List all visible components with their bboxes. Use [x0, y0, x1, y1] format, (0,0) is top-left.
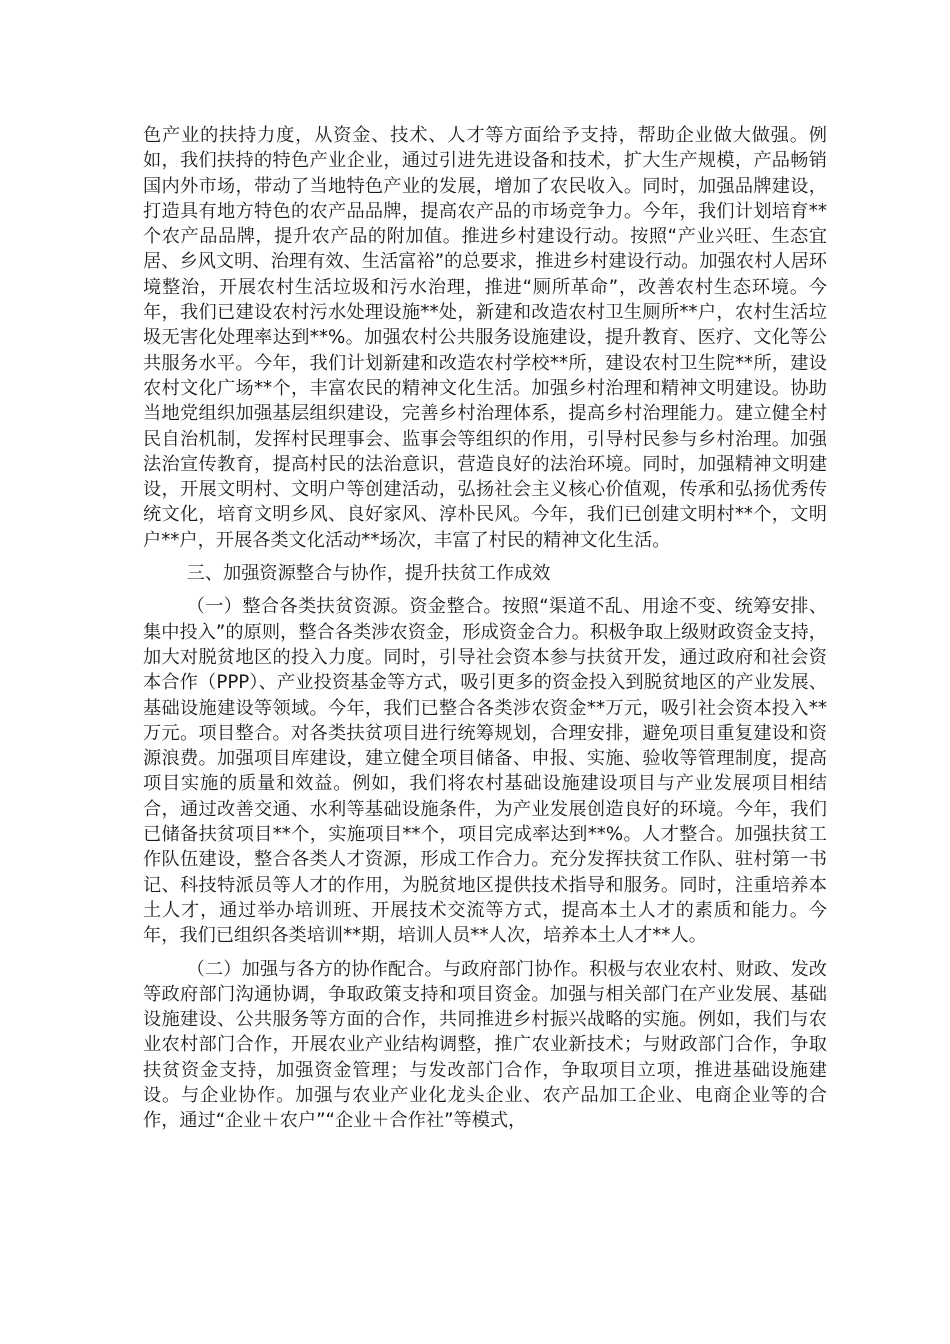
body-paragraph-continuation: 色产业的扶持力度，从资金、技术、人才等方面给予支持，帮助企业做大做强。例如，我们扶持的特色产业企业，通过引进先进设备和技术，扩大生产规模，产品畅销国内外市场，带动了当地特色产业的发展，增加了农民收入。同时，加强品牌建设，打造具有地方特色的农产品品牌，提高农产品的市场竞争力。今年，我们计划培育**个农产品品牌，提升农产品的附加值。推进乡村建设行动。按照“产业兴旺、生态宜居、乡风文明、治理有效、生活富裕”的总要求，推进乡村建设行动。加强农村人居环境整治，开展农村生活垃圾和污水治理，推进“厕所革命”，改善农村生态环境。今年，我们已建设农村污水处理设施**处，新建和改造农村卫生厕所**户，农村生活垃圾无害化处理率达到**%。加强农村公共服务设施建设，提升教育、医疗、文化等公共服务水平。今年，我们计划新建和改造农村学校**所，建设农村卫生院**所，建设农村文化广场**个，丰富农民的精神文化生活。加强乡村治理和精神文明建设。协助当地党组织加强基层组织建设，完善乡村治理体系，提高乡村治理能力。建立健全村民自治机制，发挥村民理事会、监事会等组织的作用，引导村民参与乡村治理。加强法治宣传教育，提高村民的法治意识，营造良好的法治环境。同时，加强精神文明建设，开展文明村、文明户等创建活动，弘扬社会主义核心价值观，传承和弘扬优秀传统文化，培育文明乡风、良好家风、淳朴民风。今年，我们已创建文明村**个，文明户**户，开展各类文化活动**场次，丰富了村民的精神文化生活。: [143, 125, 827, 551]
body-paragraph-collaboration: （二）加强与各方的协作配合。与政府部门协作。积极与农业农村、财政、发改等政府部门沟通协调，争取政策支持和项目资金。加强与相关部门在产业发展、基础设施建设、公共服务等方面的合作，共同推进乡村振兴战略的实施。例如，我们与农业农村部门合作，开展农业产业结构调整，推广农业新技术；与财政部门合作，争取扶贫资金支持，加强资金管理；与发改部门合作，争取项目立项，推进基础设施建设。与企业协作。加强与农业产业化龙头企业、农产品加工企业、电商企业等的合作，通过“企业＋农户”“企业＋合作社”等模式，: [143, 958, 827, 1132]
section-heading: 三、加强资源整合与协作，提升扶贫工作成效: [186, 563, 551, 585]
body-paragraph-resource-integration: （一）整合各类扶贫资源。资金整合。按照“渠道不乱、用途不变、统筹安排、集中投入”的原则，整合各类涉农资金，形成资金合力。积极争取上级财政资金支持，加大对脱贫地区的投入力度。同时，引导社会资本参与扶贫开发，通过政府和社会资本合作（PPP）、产业投资基金等方式，吸引更多的资金投入到脱贫地区的产业发展、基础设施建设等领域。今年，我们已整合各类涉农资金**万元，吸引社会资本投入**万元。项目整合。对各类扶贫项目进行统筹规划，合理安排，避免项目重复建设和资源浪费。加强项目库建设，建立健全项目储备、申报、实施、验收等管理制度，提高项目实施的质量和效益。例如，我们将农村基础设施建设项目与产业发展项目相结合，通过改善交通、水利等基础设施条件，为产业发展创造良好的环境。今年，我们已储备扶贫项目**个，实施项目**个，项目完成率达到**%。人才整合。加强扶贫工作队伍建设，整合各类人才资源，形成工作合力。充分发挥扶贫工作队、驻村第一书记、科技特派员等人才的作用，为脱贫地区提供技术指导和服务。同时，注重培养本土人才，通过举办培训班、开展技术交流等方式，提高本土人才的素质和能力。今年，我们已组织各类培训**期，培训人员**人次，培养本土人才**人。: [143, 596, 827, 947]
document-page: [143, 123, 827, 1134]
